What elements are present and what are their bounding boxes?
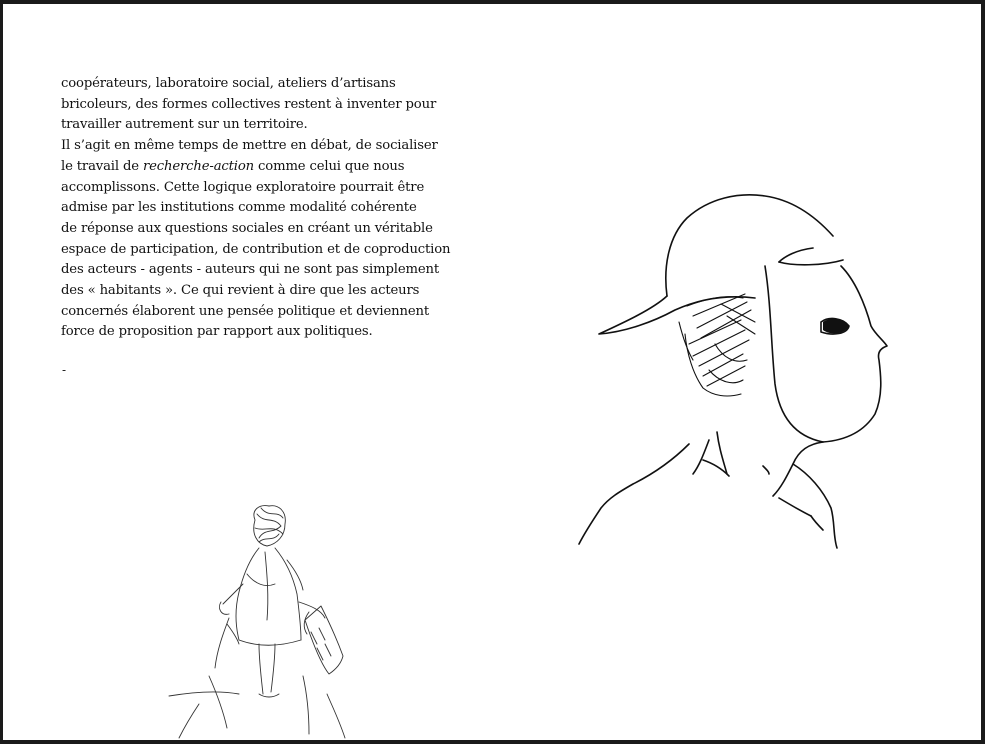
text-line: des acteurs - agents - auteurs qui ne sont pas simplement <box>61 262 439 278</box>
italic-term: recherche-action <box>142 158 255 174</box>
text-line: travailler autrement sur un territoire. <box>61 117 308 133</box>
text-line: force de proposition par rapport aux politiques. <box>61 324 373 340</box>
text-line: Il s’agit en même temps de mettre en débat, de socialiser <box>61 138 438 154</box>
text-line: bricoleurs, des formes collectives restent à inventer pour <box>61 96 437 112</box>
text-line: concernés élaborent une pensée politique et deviennent <box>61 303 429 319</box>
text-line: de réponse aux questions sociales en créant un véritable <box>61 220 433 236</box>
text-line: coopérateurs, laboratoire social, ateliers d’artisans <box>61 76 396 91</box>
sketch-walking-figure <box>3 4 981 740</box>
text-line: admise par les institutions comme modalité cohérente <box>61 200 417 216</box>
trailing-dash: - <box>62 363 67 377</box>
text-line: espace de participation, de contribution et de coproduction <box>61 241 451 257</box>
book-page <box>3 4 981 740</box>
text-line: le travail de recherche-action comme celui que nous <box>61 158 405 174</box>
text-line: des « habitants ». Ce qui revient à dire que les acteurs <box>61 283 420 299</box>
text-line: accomplissons. Cette logique exploratoire pourrait être <box>61 179 425 195</box>
